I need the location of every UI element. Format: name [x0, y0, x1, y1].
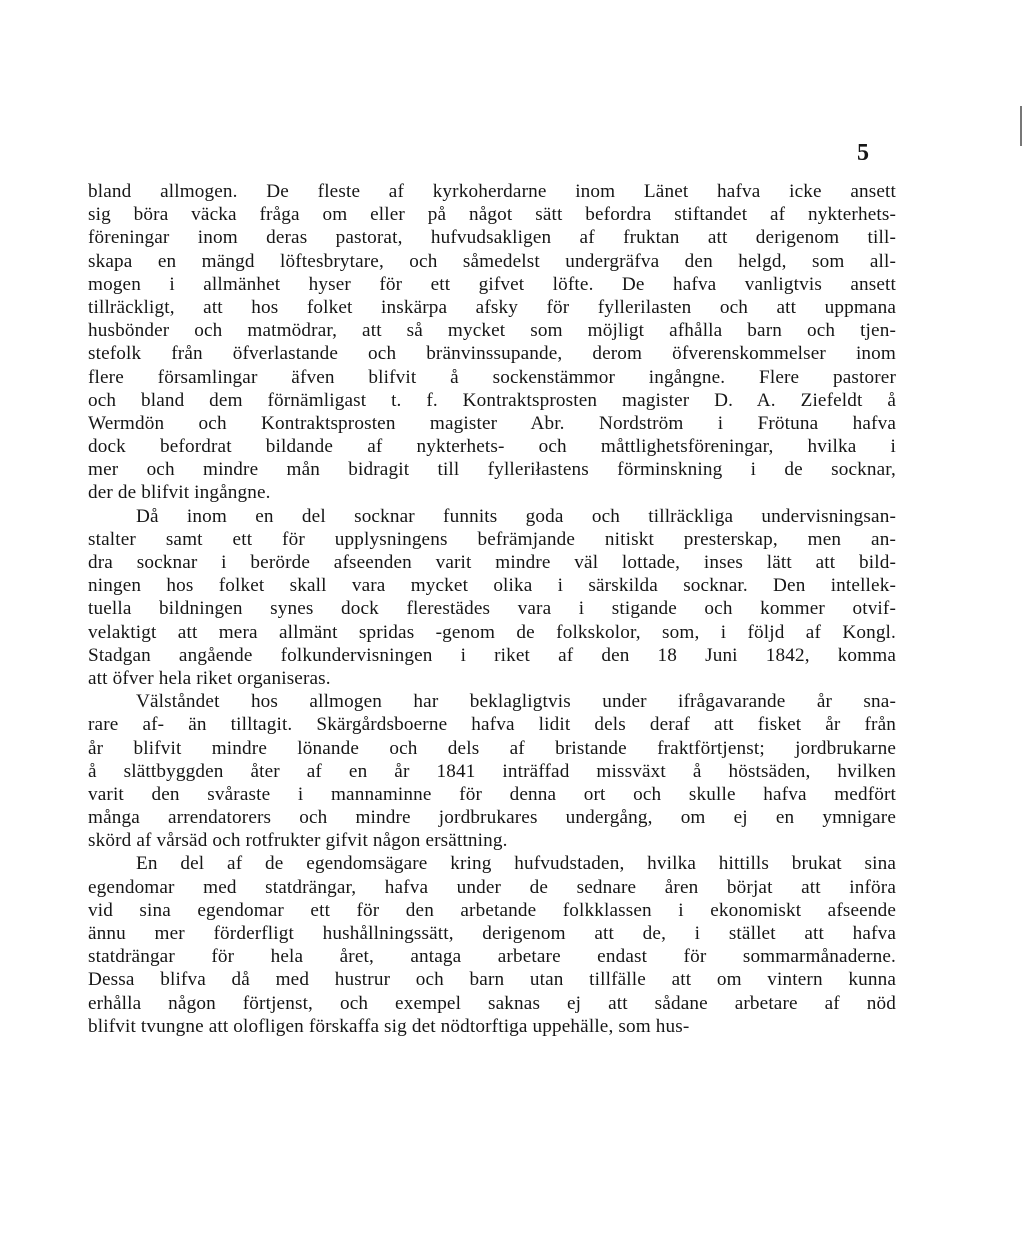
text-line: velaktigt att mera allmänt spridas -genom de folkskolor, som, i följd af Kongl.: [88, 621, 896, 643]
text-line: många arrendatorers och mindre jordbrukares undergång, om ej en ymnigare: [88, 807, 896, 829]
text-line: mer och mindre mån bidragit till fylleriłastens förminskning i de socknar,: [88, 459, 896, 481]
text-line: ningen hos folket skall vara mycket olika i särskilda socknar. Den intellek-: [88, 575, 896, 597]
text-line: att öfver hela riket organiseras.: [88, 667, 331, 689]
text-line: föreningar inom deras pastorat, hufvudsakligen af fruktan att derigenom till-: [88, 227, 896, 249]
page-number: 5: [857, 140, 869, 166]
text-line: der de blifvit ingångne.: [88, 482, 271, 504]
page-edge-mark: [1020, 106, 1022, 146]
text-line: Då inom en del socknar funnits goda och tillräckliga undervisningsan-: [136, 505, 896, 527]
text-line: bland allmogen. De fleste af kyrkoherdarne inom Länet hafva icke ansett: [88, 181, 896, 202]
text-line: erhålla någon förtjenst, och exempel saknas ej att sådane arbetare af nöd: [88, 992, 896, 1014]
text-line: En del af de egendomsägare kring hufvudstaden, hvilka hittills brukat sina: [136, 853, 896, 875]
text-line: dra socknar i berörde afseenden varit mindre väl lottade, inses lätt att bild-: [88, 552, 896, 573]
text-line: mogen i allmänhet hyser för ett gifvet löfte. De hafva vanligtvis ansett: [88, 273, 896, 295]
text-line: flere församlingar äfven blifvit å sockenstämmor ingångne. Flere pastorer: [88, 366, 896, 388]
text-line: rare af- än tilltagit. Skärgårdsboerne hafva lidit dels deraf att fisket år från: [88, 714, 896, 736]
text-line: skörd af vårsäd och rotfrukter gifvit någon ersättning.: [88, 830, 508, 852]
text-line: vid sina egendomar ett för den arbetande folkklassen i ekonomiskt afseende: [88, 899, 896, 921]
body-text: [88, 180, 896, 1038]
text-line: år blifvit mindre lönande och dels af bristande fraktförtjenst; jordbrukarne: [88, 737, 896, 759]
text-line: ännu mer förderfligt hushållningssätt, derigenom att de, i stället att hafva: [88, 923, 896, 944]
text-line: egendomar med statdrängar, hafva under de sednare åren börjat att införa: [88, 876, 896, 898]
text-line: och bland dem förnämligast t. f. Kontraktsprosten magister D. A. Ziefeldt å: [88, 389, 896, 411]
text-line: Wermdön och Kontraktsprosten magister Abr. Nordström i Frötuna hafva: [88, 412, 896, 434]
text-line: skapa en mängd löftesbrytare, och såmedelst undergräfva den helgd, som all-: [88, 250, 896, 272]
text-line: Stadgan angående folkundervisningen i riket af den 18 Juni 1842, komma: [88, 644, 896, 666]
text-line: å slättbyggden åter af en år 1841 inträffad missväxt å höstsäden, hvilken: [88, 760, 896, 782]
text-line: Dessa blifva då med hustrur och barn utan tillfälle att om vintern kunna: [88, 969, 896, 991]
text-line: husbönder och matmödrar, att så mycket som möjligt afhålla barn och tjen-: [88, 320, 896, 342]
text-line: Välståndet hos allmogen har beklagligtvis under ifrågavarande år sna-: [136, 691, 896, 713]
text-line: stefolk från öfverlastande och bränvinssupande, derom öfverenskommelser inom: [88, 343, 896, 365]
text-line: sig böra väcka fråga om eller på något sätt befordra stiftandet af nykterhets-: [88, 204, 896, 226]
text-line: statdrängar för hela året, antaga arbetare endast för sommarmånaderne.: [88, 946, 896, 968]
text-line: varit den svåraste i mannaminne för denna ort och skulle hafva medfört: [88, 783, 896, 805]
text-line: stalter samt ett för upplysningens befrämjande nitiskt presterskap, men an-: [88, 528, 896, 550]
text-line: dock befordrat bildande af nykterhets- och måttlighetsföreningar, hvilka i: [88, 436, 896, 458]
text-line: tillräckligt, att hos folket inskärpa afsky för fyllerilasten och att uppmana: [88, 296, 896, 318]
text-line: tuella bildningen synes dock flerestädes vara i stigande och kommer otvif-: [88, 598, 896, 620]
text-line: blifvit tvungne att olofligen förskaffa sig det nödtorftiga uppehälle, som hus-: [88, 1015, 690, 1037]
